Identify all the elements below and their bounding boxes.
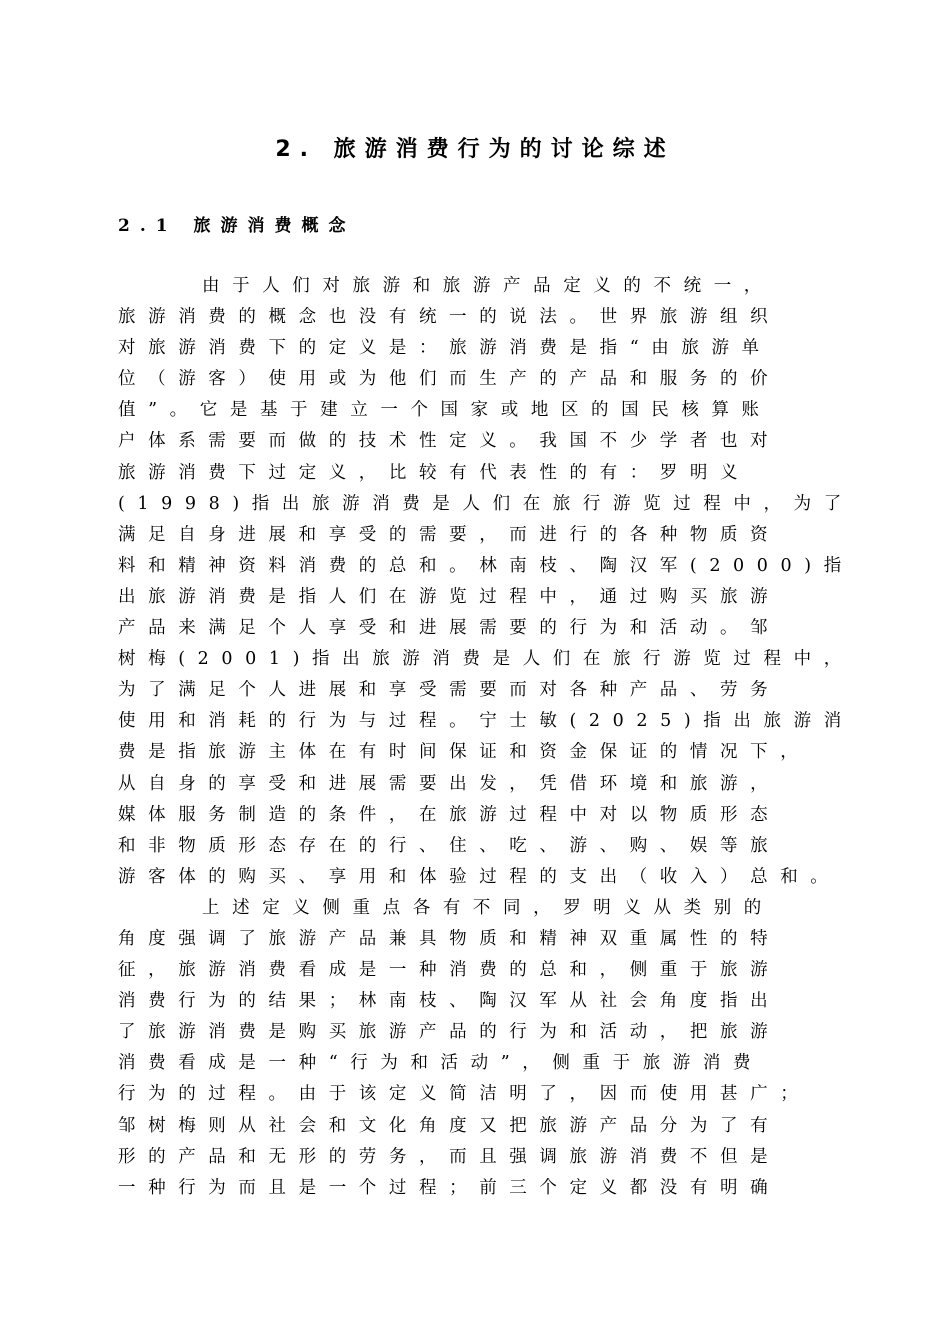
text-line: 一种行为而且是一个过程；前三个定义都没有明确 bbox=[118, 1177, 781, 1198]
text-line: 旅游消费下过定义，比较有代表性的有：罗明义 bbox=[118, 462, 751, 483]
text-line: 值”。它是基于建立一个国家或地区的国民核算账 bbox=[118, 400, 772, 421]
text-line: 位（游客）使用或为他们而生产的产品和服务的价 bbox=[118, 369, 781, 390]
chapter-title: 2. 旅游消费行为的讨论综述 bbox=[275, 137, 675, 162]
text-line: 由于人们对旅游和旅游产品定义的不统一， bbox=[202, 276, 774, 296]
text-line: (1998)指出旅游消费是人们在旅行游览过程中，为了 bbox=[118, 493, 854, 514]
text-line: 户体系需要而做的技术性定义。我国不少学者也对 bbox=[118, 431, 781, 452]
text-line: 使用和消耗的行为与过程。宁士敏(2025)指出旅游消 bbox=[118, 711, 854, 732]
text-line: 满足自身进展和享受的需要，而进行的各种物质资 bbox=[118, 524, 781, 545]
text-line: 从自身的享受和进展需要出发，凭借环境和旅游， bbox=[118, 773, 781, 794]
body-text bbox=[118, 271, 878, 1204]
text-line: 为了满足个人进展和享受需要而对各种产品、劳务 bbox=[118, 680, 781, 701]
text-line: 角度强调了旅游产品兼具物质和精神双重属性的特 bbox=[118, 928, 781, 949]
text-line: 产品来满足个人享受和进展需要的行为和活动。邹 bbox=[118, 618, 781, 639]
text-line: 邹树梅则从社会和文化角度又把旅游产品分为了有 bbox=[118, 1115, 781, 1136]
text-line: 费是指旅游主体在有时间保证和资金保证的情况下， bbox=[118, 742, 811, 763]
text-line: 出旅游消费是指人们在游览过程中，通过购买旅游 bbox=[118, 586, 781, 607]
text-line: 行为的过程。由于该定义简洁明了，因而使用甚广； bbox=[118, 1084, 811, 1105]
text-line: 消费行为的结果；林南枝、陶汉军从社会角度指出 bbox=[118, 991, 781, 1012]
text-line: 对旅游消费下的定义是：旅游消费是指“由旅游单 bbox=[118, 338, 772, 359]
text-line: 料和精神资料消费的总和。林南枝、陶汉军(2000)指 bbox=[118, 555, 854, 576]
text-line: 形的产品和无形的劳务，而且强调旅游消费不但是 bbox=[118, 1146, 781, 1167]
text-line: 消费看成是一种“行为和活动”，侧重于旅游消费 bbox=[118, 1053, 764, 1074]
text-line: 树梅(2001)指出旅游消费是人们在旅行游览过程中， bbox=[118, 649, 854, 670]
text-line: 了旅游消费是购买旅游产品的行为和活动，把旅游 bbox=[118, 1022, 781, 1043]
section-title: 2.1 旅游消费概念 bbox=[118, 216, 356, 236]
text-line: 游客体的购买、享用和体验过程的支出（收入）总和。 bbox=[118, 866, 841, 887]
text-line: 旅游消费的概念也没有统一的说法。世界旅游组织 bbox=[118, 307, 781, 328]
text-line: 媒体服务制造的条件，在旅游过程中对以物质形态 bbox=[118, 804, 781, 825]
text-line: 和非物质形态存在的行、住、吃、游、购、娱等旅 bbox=[118, 835, 781, 856]
text-line: 上述定义侧重点各有不同，罗明义从类别的 bbox=[202, 897, 774, 918]
text-line: 征，旅游消费看成是一种消费的总和，侧重于旅游 bbox=[118, 960, 781, 981]
